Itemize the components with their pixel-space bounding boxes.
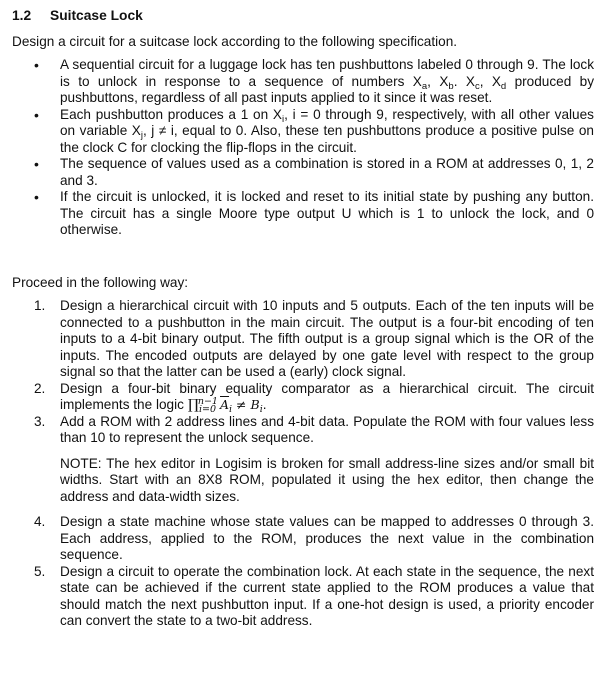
step-text: Design a state machine whose state values can be mapped to addresses 0 through 3. Each address, applied to the ROM, produces the next value in the combination sequence. — [60, 514, 594, 562]
spec-item — [34, 57, 594, 107]
spec-text: , j ≠ i, equal to 0. Also, these ten pushbuttons produce a positive pulse on the clock C for clocking the flip-flops in the circuit. — [60, 123, 594, 155]
subscript: a — [421, 80, 428, 92]
step-text: Add a ROM with 2 address lines and 4-bit data. Populate the ROM with four values less than 10 to represent the unlock sequence. — [60, 413, 594, 445]
bullet-icon: • — [34, 106, 39, 123]
subscript: i — [229, 404, 233, 415]
note-paragraph: NOTE: The hex editor in Logisim is broken for small address-line sizes and/or small bit widths. Start with an 8X8 ROM, populated it using the hex editor, then change the address and data-width sizes. — [60, 455, 594, 504]
section-title: Suitcase Lock — [50, 8, 143, 23]
spec-item — [34, 189, 594, 239]
step-item — [34, 381, 594, 414]
step-text: Design a four-bit binary equality comparator as a hierarchical circuit. The circuit implements the logic — [60, 380, 594, 412]
spec-item — [34, 107, 594, 157]
spec-text: , X — [479, 73, 501, 89]
spec-text: If the circuit is unlocked, it is locked and reset to its initial state by pushing any button. The circuit has a single Moore type output U which is 1 to unlock the lock, and 0 otherwise. — [60, 189, 594, 237]
spec-text: , X — [427, 73, 449, 89]
subscript: j — [140, 130, 143, 141]
var-a: $\overline{A}$ — [220, 397, 230, 412]
product-symbol: ∏ — [187, 397, 199, 413]
step-item — [34, 564, 594, 630]
neq-symbol: ≠ — [232, 397, 251, 412]
step-number: 5. — [34, 563, 46, 579]
subscript: b — [448, 80, 454, 92]
spec-text: . X — [453, 73, 475, 89]
step-text: . — [262, 397, 267, 412]
section-heading — [12, 8, 143, 25]
steps-list — [34, 298, 594, 630]
step-number: 3. — [34, 413, 46, 429]
spec-text: produced by pushbuttons, regardless of all past inputs applied to it since it was reset. — [60, 73, 595, 105]
step-text: Design a circuit to operate the combination lock. At each state in the sequence, the next state can be achieved if the current state applied to the ROM produces a value that should match the next pushbutton input. If a one-hot design is used, a priority encoder can convert the state to a two-bit address. — [60, 563, 594, 628]
spec-text: , i = 0 through 9, respectively, with all other values on variable X — [60, 106, 594, 138]
spec-item — [34, 156, 594, 189]
intro-paragraph: Design a circuit for a suitcase lock according to the following specification. — [12, 34, 458, 49]
step-number: 4. — [34, 514, 46, 529]
spec-text: Each pushbutton produces a 1 on X — [60, 106, 282, 122]
section-number: 1.2 — [12, 8, 32, 23]
step-item — [34, 514, 594, 564]
spec-text: The sequence of values used as a combination is stored in a ROM at addresses 0, 1, 2 and 3. — [60, 156, 594, 188]
subscript: i — [282, 113, 285, 125]
specification-list — [34, 57, 594, 239]
bullet-icon: • — [34, 156, 39, 172]
product-lower-limit: i=0 — [198, 404, 217, 415]
step-text: Design a hierarchical circuit with 10 inputs and 5 outputs. Each of the ten inputs will be connected to a pushbutton in the main circuit. The output is a four-bit encoding of ten inputs to a 4-bit binary output. The fifth output is a group signal which is the OR of the inputs. The encoded outputs are delayed by one gate level with respect to the group signal so that the latter can be used a (early) clock signal. — [60, 298, 594, 379]
step-number: 1. — [34, 298, 46, 313]
bullet-icon: • — [34, 57, 39, 73]
product-upper-limit: n−1 — [197, 395, 218, 407]
spec-text: A sequential circuit for a luggage lock has ten pushbuttons labeled 0 through 9. The lock is to unlock in response to a sequence of numbers X — [60, 57, 594, 89]
subscript: d — [500, 80, 507, 92]
var-b: B — [250, 397, 260, 412]
subscript: i — [259, 404, 263, 415]
step-item — [34, 298, 594, 381]
step-item — [34, 414, 594, 506]
step-number: 2. — [34, 380, 46, 396]
subscript: c — [474, 80, 480, 92]
logic-formula — [187, 395, 263, 415]
proceed-paragraph: Proceed in the following way: — [12, 275, 189, 290]
bullet-icon: • — [34, 189, 39, 205]
